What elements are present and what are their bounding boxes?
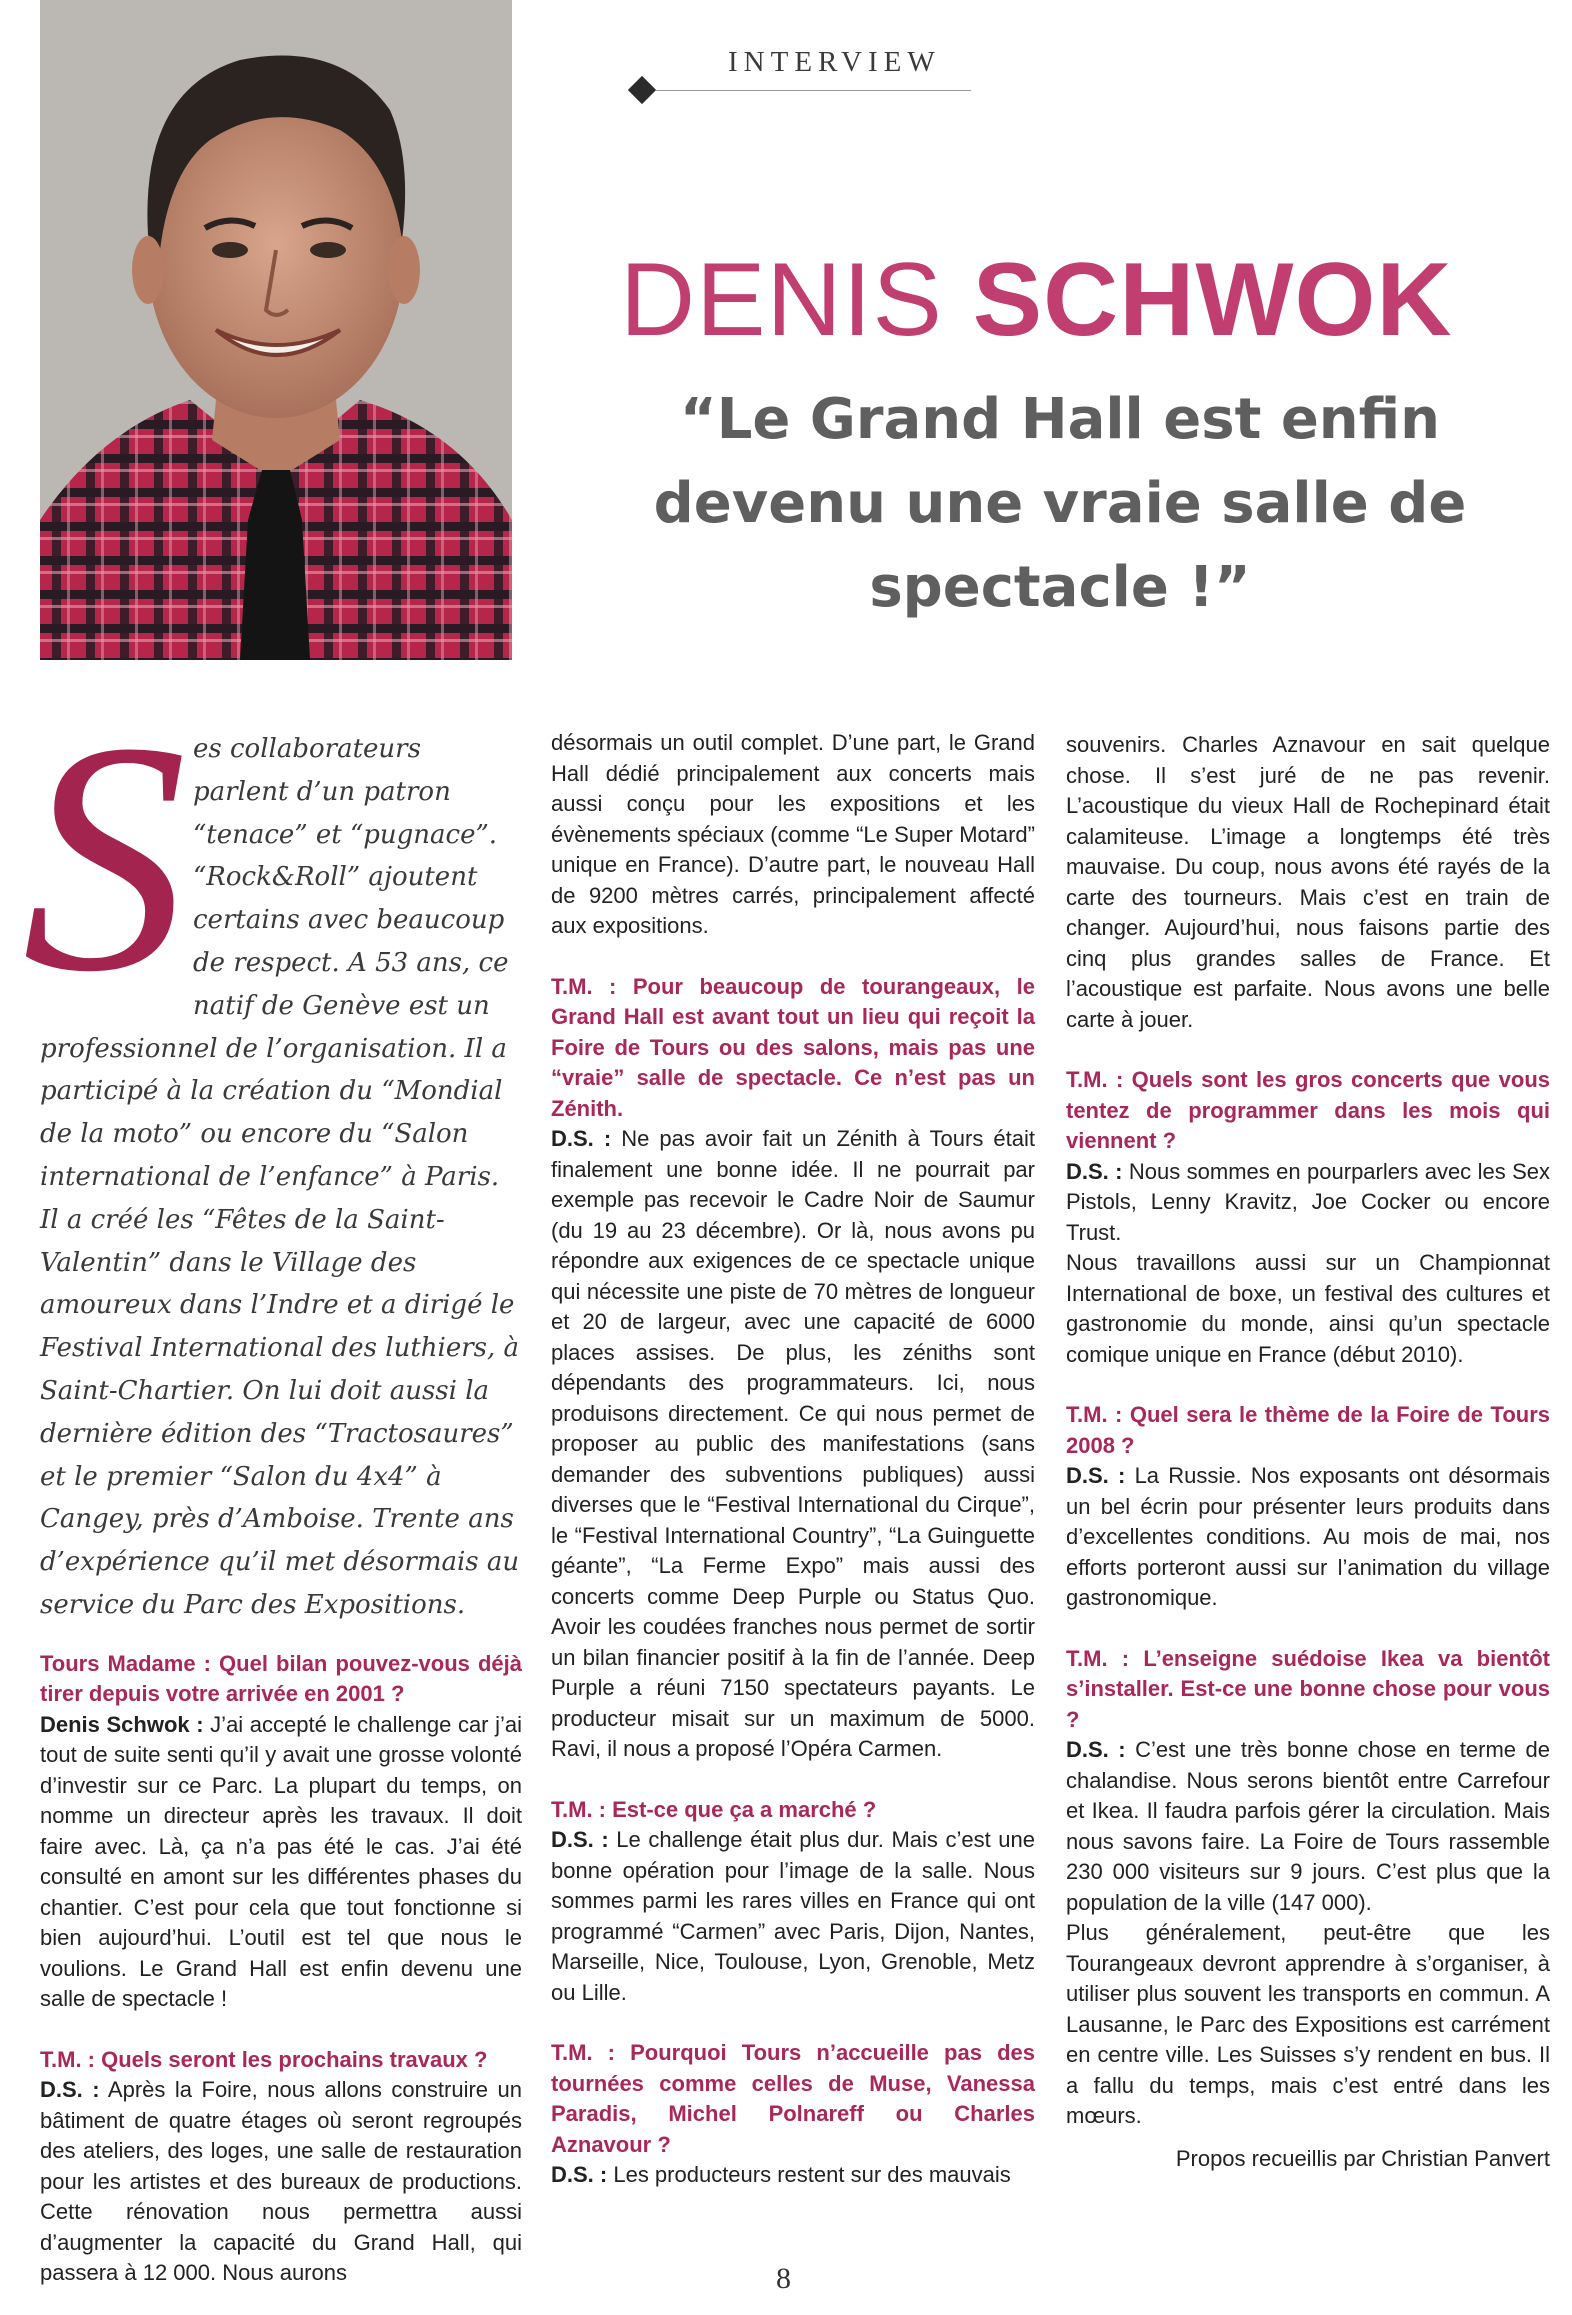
- speaker-label: D.S. :: [40, 2077, 100, 2103]
- answer-text: Après la Foire, nous allons construire un bâtiment de quatre étages où seront regroupés des ateliers, des loges, une salle de restauration pour les artistes et des bureaux de productions. Cette rénovation nous permettra aussi d’augmenter la capacité du Grand Hall, qui passera à 12 000. Nous aurons: [40, 2077, 522, 2286]
- answer-2-continued: désormais un outil complet. D’une part, le Grand Hall dédié principalement aux concerts mais aussi conçu pour les expositions et les évènements spéciaux (comme “Le Super Motard” unique en France). D’autre part, le nouveau Hall de 9200 mètres carrés, principalement affecté aux expositions.: [551, 730, 1035, 938]
- question-5: T.M. : Pourquoi Tours n’accueille pas des tournées comme celles de Muse, Vanessa Paradis, Michel Polnareff ou Charles Aznavour ?: [551, 2040, 1035, 2157]
- question-8: T.M. : L’enseigne suédoise Ikea va bientôt s’installer. Est-ce une bonne chose pour vous ?: [1066, 1645, 1550, 1732]
- speaker-label: Denis Schwok :: [40, 1711, 204, 1737]
- question-4: T.M. : Est-ce que ça a marché ?: [551, 1796, 877, 1822]
- column-2: [551, 728, 1035, 2191]
- answer-6: [1066, 1157, 1550, 1249]
- answer-8b: Plus généralement, peut-être que les Tourangeaux devront apprendre à s’organiser, à utiliser plus souvent les transports en commun. A Lausanne, le Parc des Expositions est carrément en centre ville. Les Suisses s’y rendent en bus. Il a fallu du temps, mais c’est entré dans les mœurs.: [1066, 1920, 1550, 2128]
- question-3: T.M. : Pour beaucoup de tourangeaux, le Grand Hall est avant tout un lieu qui reçoit la Foire de Tours ou des salons, mais pas une “vraie” salle de spectacle. Ce n’est pas un Zénith.: [551, 973, 1035, 1121]
- name-last: SCHWOK: [972, 242, 1453, 358]
- answer-text: Les producteurs restent sur des mauvais: [607, 2162, 1011, 2187]
- answer-8: [1066, 1735, 1550, 1918]
- answer-5-continued: souvenirs. Charles Aznavour en sait quelque chose. Il s’est juré de ne pas revenir. L’acoustique du vieux Hall de Rochepinard était calamiteuse. L’image a longtemps été très mauvaise. Du coup, nous avons été rayés de la carte des tourneurs. Mais c’est en train de changer. Aujourd’hui, nous faisons partie des cinq plus grandes salles de France. Et l’acoustique est parfaite. Nous avons une belle carte à jouer.: [1066, 732, 1550, 1032]
- answer-7: [1066, 1461, 1550, 1614]
- answer-text: Le challenge était plus dur. Mais c’est une bonne opération pour l’image de la salle. Nous sommes parmi les rares villes en France qui ont programmé “Carmen” avec Paris, Dijon, Nantes, Marseille, Nice, Toulouse, Lyon, Grenoble, Metz ou Lille.: [551, 1827, 1035, 2005]
- question-1: Tours Madame : Quel bilan pouvez-vous déjà tirer depuis votre arrivée en 2001 ?: [40, 1650, 522, 1707]
- speaker-label: D.S. :: [1066, 1737, 1126, 1762]
- answer-text: J’ai accepté le challenge car j’ai tout de suite senti qu’il y avait une grosse volonté d’investir sur ce Parc. La plupart du temps, on nomme un directeur après les travaux. Il doit faire avec. Là, ça n’a pas été le cas. J’ai été consulté en amont sur les différentes phases du chantier. C’est pour cela que tout fonctionne si bien aujourd’hui. L’outil est tel que nous le voulions. Le Grand Hall est enfin devenu une salle de spectacle !: [40, 1711, 523, 2012]
- speaker-label: D.S. :: [551, 1827, 609, 1852]
- answer-3: [551, 1124, 1035, 1765]
- answer-1: [40, 1710, 522, 2015]
- interviewee-name: [620, 242, 1560, 358]
- speaker-label: D.S. :: [1066, 1463, 1126, 1488]
- answer-text: C’est une très bonne chose en terme de chalandise. Nous serons bientôt entre Carrefour et Ikea. Il faudra parfois gérer la circulation. Mais nous savons faire. La Foire de Tours rassemble 230 000 visiteurs sur 9 jours. C’est plus que la population de la ville (147 000).: [1066, 1737, 1550, 1915]
- speaker-label: D.S. :: [551, 1126, 612, 1151]
- answer-text: Nous sommes en pourparlers avec les Sex Pistols, Lenny Kravitz, Joe Cocker ou encore Trust.: [1066, 1158, 1550, 1245]
- question-7: T.M. : Quel sera le thème de la Foire de Tours 2008 ?: [1066, 1402, 1550, 1458]
- diamond-icon: [628, 76, 656, 104]
- column-3: [1066, 730, 1550, 2174]
- answer-5: [551, 2160, 1035, 2191]
- headline-quote: “Le Grand Hall est enfin devenu une vraie salle de spectacle !”: [653, 387, 1467, 620]
- intro-paragraph: [22, 675, 522, 1627]
- answer-text: Ne pas avoir fait un Zénith à Tours était finalement une bonne idée. Il ne pourrait par exemple pas recevoir le Cadre Noir de Saumur (du 19 au 23 décembre). Or là, nous avons pu répondre aux exigences de ce spectacle unique qui nécessite une piste de 70 mètres de longueur et 20 de largeur, avec une capacité de 6000 places assises. De plus, les zéniths sont dépendants des programmateurs. Ici, nous produisons directement. Ce qui nous permet de proposer au public des manifestations (sans demander des subventions publiques) aussi diverses que le “Festival International du Cirque”, le “Festival International Country”, “La Guinguette géante”, “La Ferme Expo” mais aussi des concerts comme Deep Purple ou Status Quo. Avoir les coudées franches nous permet de sortir un bilan financier positif à la fin de l’année. Deep Purple a réuni 7150 spectateurs payants. Le producteur misait sur un maximum de 5000. Ravi, il nous a proposé l’Opéra Carmen.: [551, 1126, 1035, 1761]
- question-6: T.M. : Quels sont les gros concerts que vous tentez de programmer dans les mois qui viennent ?: [1066, 1067, 1550, 1153]
- portrait-photo: [40, 0, 512, 660]
- column-1: [22, 675, 523, 2289]
- answer-text: La Russie. Nos exposants ont désormais un bel écrin pour présenter leurs produits dans d’excellentes conditions. Au mois de mai, nos efforts porteront aussi sur l’animation du village gastronomique.: [1066, 1463, 1550, 1610]
- name-first: DENIS: [620, 242, 943, 358]
- speaker-label: D.S. :: [1066, 1158, 1123, 1184]
- page-number: 8: [776, 2262, 791, 2295]
- answer-4: [551, 1825, 1035, 2008]
- intro-text: es collaborateurs parlent d’un patron “tenace” et “pugnace”. “Rock&Roll” ajoutent certains avec beaucoup de respect. A 53 ans, ce natif de Genève est un professionnel de l’organisation. Il a participé à la création du “Mondial de la moto” ou encore du “Salon international de l’enfance” à Paris. Il a créé les “Fêtes de la Saint-Valentin” dans le Village des amoureux dans l’Indre et a dirigé le Festival International des luthiers, à Saint-Chartier. On lui doit aussi la dernière édition des “Tractosaures” et le premier “Salon du 4x4” à Cangey, près d’Amboise. Trente ans d’expérience qu’il met désormais au service du Parc des Expositions.: [40, 734, 520, 1620]
- answer-6b: Nous travaillons aussi sur un Championnat International de boxe, un festival des cultures et gastronomie du monde, ainsi qu’un spectacle comique unique en France (début 2010).: [1066, 1250, 1550, 1367]
- kicker-rule: [656, 90, 971, 91]
- kicker-label: INTERVIEW: [728, 46, 941, 78]
- answer-2: [40, 2075, 522, 2289]
- drop-cap: S: [22, 675, 187, 1040]
- question-2: T.M. : Quels seront les prochains travaux ?: [40, 2046, 488, 2072]
- speaker-label: D.S. :: [551, 2162, 608, 2187]
- byline: Propos recueillis par Christian Panvert: [1175, 2145, 1550, 2171]
